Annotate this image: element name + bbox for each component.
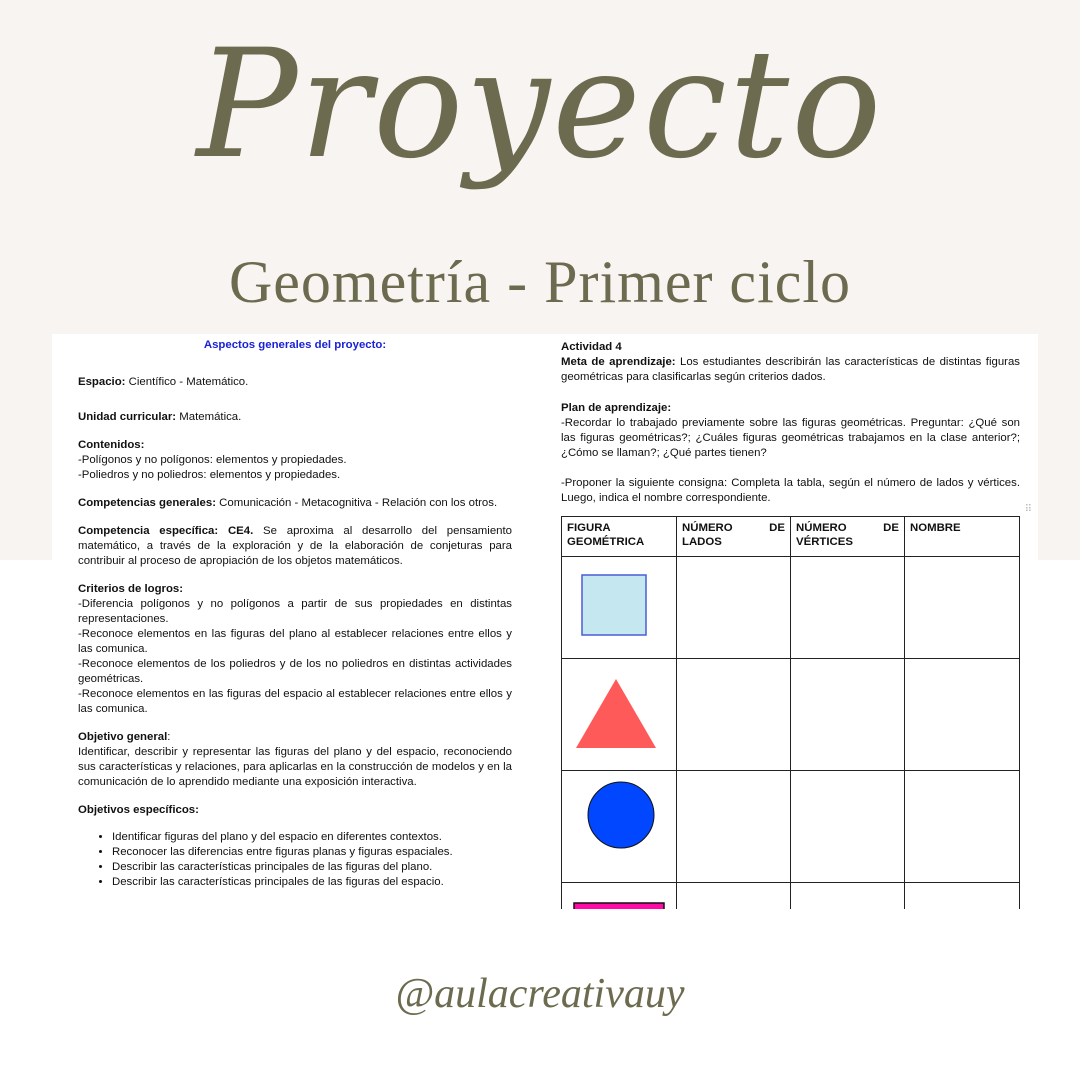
table-row: [562, 883, 1020, 910]
actividad-title: Actividad 4: [561, 341, 622, 353]
list-item: • Describir las características principales de las figuras del espacio.: [112, 875, 512, 890]
meta-label: Meta de aprendizaje:: [561, 356, 676, 368]
table-row: [562, 557, 1020, 659]
objetivo-general-label: Objetivo general: [78, 731, 168, 743]
document-preview: [52, 334, 1038, 909]
left-column: [78, 338, 512, 890]
criterio-item: -Reconoce elementos en las figuras del plano al establecer relaciones entre ellos y las comunica.: [78, 628, 512, 655]
competencias-generales: [78, 496, 512, 511]
espacio-label: Espacio:: [78, 376, 126, 388]
page-title: Proyecto: [196, 18, 884, 192]
table-row: [562, 771, 1020, 883]
objetivos-especificos-block: [78, 803, 512, 890]
contenidos-block: [78, 438, 512, 483]
shape-cell: [562, 771, 677, 883]
objetivos-esp-label: Objetivos específicos:: [78, 804, 199, 816]
table-cell[interactable]: [791, 557, 905, 659]
unidad-label: Unidad curricular:: [78, 411, 177, 423]
header-text: VÉRTICES: [796, 536, 853, 548]
table-cell[interactable]: [791, 771, 905, 883]
table-cell[interactable]: [677, 659, 791, 771]
table-cell[interactable]: [905, 557, 1020, 659]
list-item: • Reconocer las diferencias entre figuras planas y figuras espaciales.: [112, 845, 512, 860]
comp-gen-value: Comunicación - Metacognitiva - Relación con los otros.: [216, 497, 498, 509]
unidad-value: Matemática.: [176, 411, 242, 423]
objetivo-general-colon: :: [167, 731, 171, 743]
figures-table: [561, 516, 1020, 909]
unidad-line: [78, 410, 512, 425]
triangle-shape: [567, 663, 671, 763]
page-subtitle: Geometría - Primer ciclo: [228, 249, 852, 315]
plan-item: -Proponer la siguiente consigna: Completa la tabla, según el número de lados y vértices. Luego, indica el nombre correspondiente.: [561, 477, 1020, 504]
column-header: [677, 517, 791, 557]
objetivo-general-value: Identificar, describir y representar las figuras del plano y del espacio, reconociendo sus características y relaciones, para aplicarlas en la construcción de modelos y en la comunicación de lo aprendido mediante una exposición interactiva.: [78, 746, 512, 788]
table-cell[interactable]: [791, 659, 905, 771]
objetivos-list: [78, 830, 512, 890]
header-text: LADOS: [682, 536, 722, 548]
column-header: [791, 517, 905, 557]
espacio-value: Científico - Matemático.: [125, 376, 249, 388]
header-text: FIGURA: [567, 522, 611, 534]
column-header: [562, 517, 677, 557]
table-cell[interactable]: [905, 771, 1020, 883]
list-item: • Identificar figuras del plano y del espacio en diferentes contextos.: [112, 830, 512, 845]
criterios-label: Criterios de logros:: [78, 583, 184, 595]
shape-cell: [562, 557, 677, 659]
header-text: DE: [769, 522, 785, 534]
social-handle: @aulacreativauy: [395, 971, 685, 1017]
table-cell[interactable]: [677, 557, 791, 659]
criterios-block: [78, 582, 512, 717]
section-heading: Aspectos generales del proyecto:: [203, 339, 387, 351]
header-text: NÚMERO: [796, 522, 847, 534]
square-shape: [567, 561, 671, 651]
table-cell[interactable]: [905, 883, 1020, 910]
table-row: [562, 659, 1020, 771]
column-header: NOMBRE: [905, 517, 1020, 557]
table-cell[interactable]: [791, 883, 905, 910]
table-cell[interactable]: [905, 659, 1020, 771]
rectangle-shape: [567, 887, 671, 909]
table-header-row: [562, 517, 1020, 557]
comp-esp-label: Competencia específica: CE4.: [78, 525, 254, 537]
right-column: [561, 340, 1020, 506]
table-cell[interactable]: [677, 883, 791, 910]
comp-gen-label: Competencias generales:: [78, 497, 217, 509]
list-item: • Describir las características principales de las figuras del plano.: [112, 860, 512, 875]
contenidos-item: -Poliedros y no poliedros: elementos y propiedades.: [78, 469, 341, 481]
plan-label: Plan de aprendizaje:: [561, 402, 672, 414]
espacio-line: [78, 375, 512, 390]
shape-cell: [562, 659, 677, 771]
criterio-item: -Reconoce elementos de los poliedros y de los no poliedros en distintas actividades geométricas.: [78, 658, 512, 685]
table-cell[interactable]: [677, 771, 791, 883]
shape-cell: [562, 883, 677, 910]
competencia-especifica: [78, 524, 512, 569]
header-text: GEOMÉTRICA: [567, 536, 645, 548]
criterio-item: -Reconoce elementos en las figuras del espacio al establecer relaciones entre ellos y las comunica.: [78, 688, 512, 715]
contenidos-item: -Polígonos y no polígonos: elementos y propiedades.: [78, 454, 347, 466]
contenidos-label: Contenidos:: [78, 439, 145, 451]
criterio-item: -Diferencia polígonos y no polígonos a partir de sus propiedades en distintas representaciones.: [78, 598, 512, 625]
circle-shape: [567, 775, 671, 875]
meta-block: [561, 355, 1020, 385]
plan-item: -Recordar lo trabajado previamente sobre las figuras geométricas. Preguntar: ¿Qué son las figuras geométricas?; ¿Cuáles figuras geométricas trabajamos en la clase anterior?; ¿Cómo se llaman?; ¿Qué partes tienen?: [561, 417, 1020, 459]
objetivo-general-block: [78, 730, 512, 790]
comp-esp-value: Se aproxima al desarrollo del pensamiento matemático, a través de la exploración y de la elaboración de conjeturas para contribuir al proceso de apropiación de los objetos matemáticos.: [78, 525, 513, 567]
header-text: NÚMERO: [682, 522, 733, 534]
header-text: DE: [883, 522, 899, 534]
meta-value: Los estudiantes describirán las características de distintas figuras geométricas para clasificarlas según criterios dados.: [561, 356, 1020, 383]
drag-handle-icon[interactable]: ⠿: [1024, 504, 1032, 515]
